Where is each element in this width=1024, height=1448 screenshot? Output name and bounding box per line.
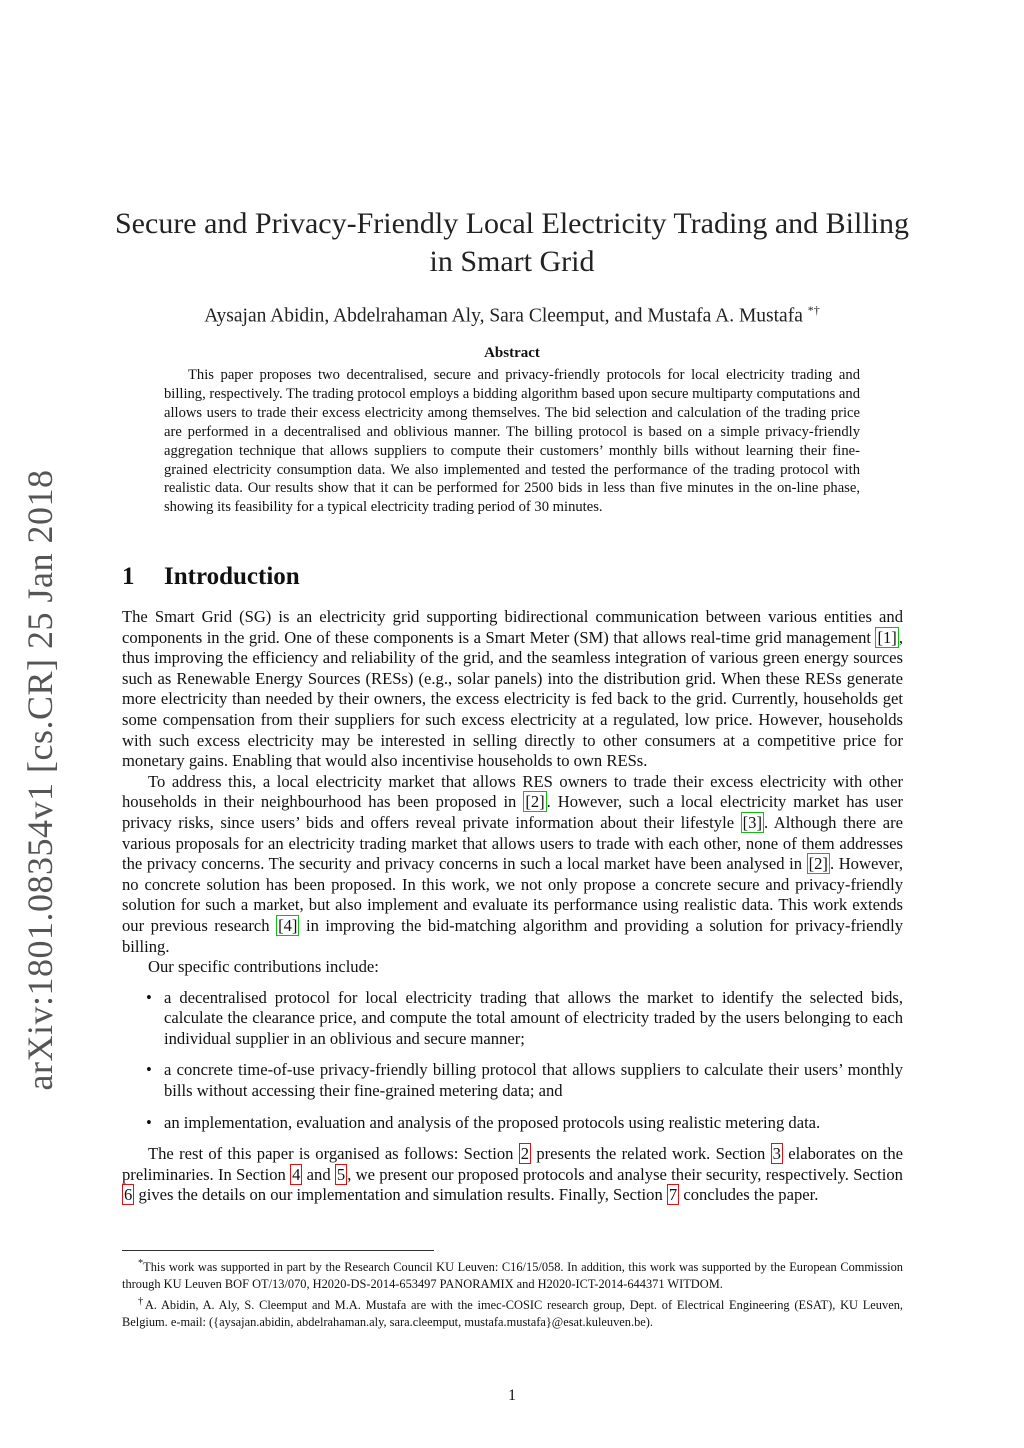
footnote-2 [122, 1294, 903, 1330]
abstract-text: This paper proposes two decentralised, secure and privacy-friendly protocols for local electricity trading and billing, respectively. The trading protocol employs a bidding algorithm based upon secure multiparty computations and allows users to trade their excess electricity among themselves. The bid selection and calculation of the trading price are performed in a decentralised and oblivious manner. The billing protocol is based on a simple privacy-friendly aggregation technique that allows suppliers to compute their customers’ monthly bills without learning their fine-grained electricity consumption data. We also implemented and tested the performance of the trading protocol with realistic data. Our results show that it can be performed for 2500 bids in less than five minutes in the on-line phase, showing its feasibility for a typical electricity trading period of 30 minutes. [164, 367, 860, 516]
author-names: Aysajan Abidin, Abdelrahaman Aly, Sara Cleemput, and Mustafa A. Mustafa [204, 305, 803, 327]
paper-title [110, 205, 914, 281]
paragraph-4 [122, 1144, 903, 1206]
citation-link[interactable]: [3] [742, 812, 762, 832]
section-link[interactable]: 7 [668, 1185, 678, 1205]
section-link[interactable]: 3 [772, 1144, 781, 1164]
text-run: . However, no concrete solution has been proposed. In this work, we not only propose a concrete secure and privacy-friendly solution for such a market, but also implement and evaluate its performance using realistic data. This work extends our previous research [122, 854, 903, 935]
footnote-mark: † [138, 1296, 145, 1308]
arxiv-sidebar [10, 460, 70, 1100]
paragraph-2 [122, 772, 903, 957]
text-run: . However, such a local electricity market has user privacy risks, since users’ bids and offers reveal private information about their lifestyle [122, 792, 903, 832]
bullet-icon: • [146, 1112, 152, 1132]
text-run: , we present our proposed protocols and analyse their security, respectively. Section [347, 1164, 903, 1184]
contributions-list [122, 988, 903, 1134]
section-number: 1 [122, 563, 135, 590]
footnote-text: This work was supported in part by the Research Council KU Leuven: C16/15/058. In addition, this work was supported by the European Commission through KU Leuven BOF OT/13/070, H2020-DS-2014-653497 PANORAMIX and H2020-ICT-2014-644371 WITDOM. [122, 1260, 903, 1291]
text-run: elaborates on the preliminaries. In Section [122, 1144, 903, 1184]
text-run: . Although there are various proposals for an electricity trading market that allows users to trade with each other, none of them addresses the privacy concerns. The security and privacy concerns in such a local market have been analysed in [122, 812, 903, 874]
section-link[interactable]: 5 [336, 1164, 346, 1184]
section-title: Introduction [164, 563, 300, 590]
text-run: presents the related work. Section [531, 1144, 771, 1164]
text-run: gives the details on our implementation and simulation results. Finally, Section [134, 1185, 667, 1205]
citation-link[interactable]: [2] [525, 792, 545, 812]
body-text [122, 607, 903, 1206]
paragraph-3: Our specific contributions include: [148, 957, 379, 977]
abstract [164, 366, 860, 517]
text-run: The Smart Grid (SG) is an electricity grid supporting bidirectional communication between various entities and components in the grid. One of these components is a Smart Meter (SM) that allows real-time grid management [122, 607, 903, 647]
section-link[interactable]: 2 [520, 1144, 530, 1164]
section-heading [122, 563, 300, 591]
list-item-text: a decentralised protocol for local electricity trading that allows the market to identify the selected bids, calculate the clearance price, and compute the total amount of electricity traded by the users belonging to each individual supplier in an oblivious and secure manner; [164, 987, 903, 1048]
author-list [110, 303, 914, 328]
text-run: , thus improving the efficiency and reliability of the grid, and the seamless integration of various green energy sources such as Renewable Energy Sources (RESs) (e.g., solar panels) into the distribution grid. When these RESs generate more electricity than needed by their owners, the excess electricity is fed back to the grid. Currently, households get some compensation from their suppliers for such excess electricity at a regulated, low price. However, households with such excess electricity may be interested in selling directly to other consumers at a competitive price for monetary gains. Enabling that would also incentivise households to own RESs. [122, 627, 903, 771]
page-number: 1 [508, 1387, 516, 1404]
list-item-text: a concrete time-of-use privacy-friendly billing protocol that allows suppliers to calculate their users’ monthly bills without accessing their fine-grained metering data; and [164, 1060, 903, 1101]
abstract-heading: Abstract [484, 345, 540, 361]
text-run: concludes the paper. [679, 1185, 819, 1205]
list-item [122, 1113, 903, 1134]
footnote-mark: * [138, 1258, 144, 1269]
title-line-2: in Smart Grid [429, 245, 595, 278]
text-run: and [302, 1164, 335, 1184]
paragraph-1 [122, 607, 903, 772]
citation-link[interactable]: [4] [278, 915, 298, 935]
footnote-1 [122, 1256, 903, 1292]
text-run: The rest of this paper is organised as follows: Section [148, 1144, 519, 1164]
citation-link[interactable]: [2] [808, 854, 828, 874]
section-link[interactable]: 6 [124, 1185, 133, 1205]
author-footnote-marks: *† [807, 303, 820, 317]
title-line-1: Secure and Privacy-Friendly Local Electricity Trading and Billing [115, 207, 909, 240]
text-run: To address this, a local electricity market that allows RES owners to trade their excess electricity with other households in their neighbourhood has been proposed in [122, 771, 903, 812]
list-item-text: an implementation, evaluation and analysis of the proposed protocols using realistic metering data. [164, 1112, 821, 1132]
section-link[interactable]: 4 [292, 1164, 301, 1184]
footnote-divider [122, 1250, 434, 1251]
footnote-text: A. Abidin, A. Aly, S. Cleemput and M.A. Mustafa are with the imec-COSIC research group, Dept. of Electrical Engineering (ESAT), KU Leuven, Belgium. e-mail: ({aysajan.abidin, abdelrahaman.aly, sara.cleemput, mustafa.mustafa}@esat.kuleuven.be). [122, 1298, 903, 1330]
footnotes [122, 1256, 903, 1333]
list-item [122, 988, 903, 1050]
list-item [122, 1060, 903, 1101]
citation-link[interactable]: [1] [877, 627, 897, 647]
arxiv-identifier: arXiv:1801.08354v1 [cs.CR] 25 Jan 2018 [20, 469, 60, 1091]
bullet-icon: • [146, 987, 152, 1007]
bullet-icon: • [146, 1060, 152, 1080]
text-run: in improving the bid-matching algorithm and providing a solution for privacy-friendly billing. [122, 915, 904, 956]
